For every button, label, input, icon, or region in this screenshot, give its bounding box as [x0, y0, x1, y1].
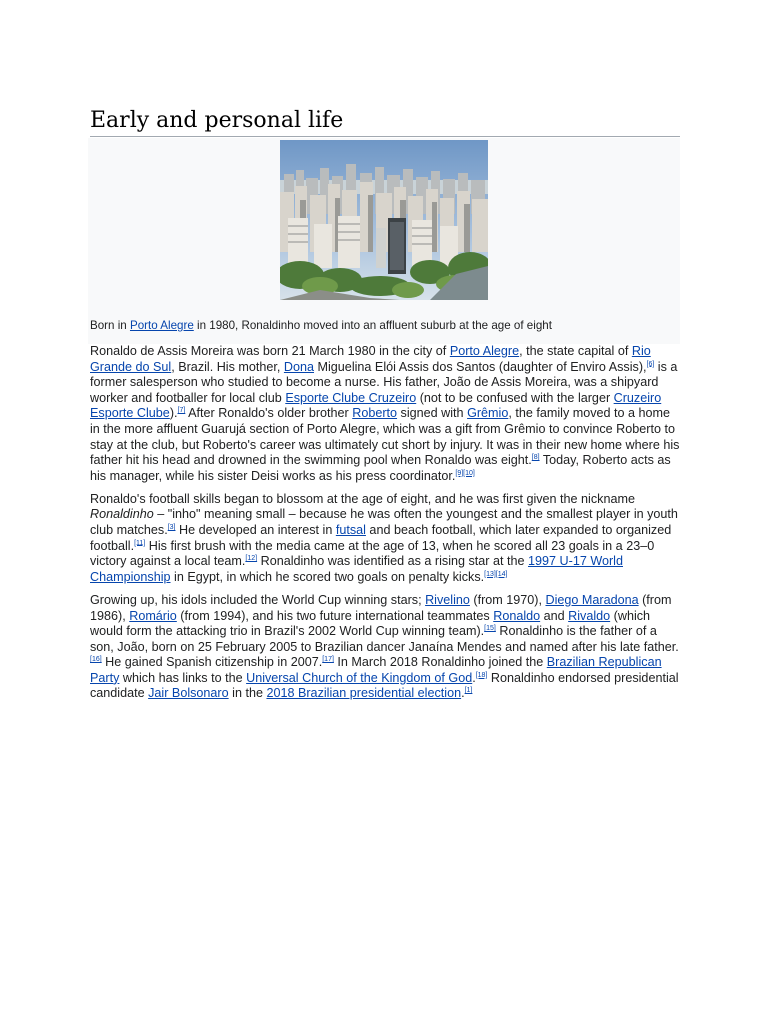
text: and	[540, 608, 569, 623]
brazilian-election-link[interactable]: 2018 Brazilian presidential election	[266, 686, 462, 701]
romario-link[interactable]: Romário	[129, 608, 177, 623]
citation	[465, 687, 473, 694]
citation	[455, 470, 474, 477]
text: In March 2018 Ronaldinho joined the	[333, 655, 547, 670]
porto-alegre-link[interactable]: Porto Alegre	[449, 344, 520, 358]
rio-grande-do-sul-link[interactable]: Rio Grande do Sul	[90, 344, 651, 374]
citation-link[interactable]: [12]	[245, 555, 258, 563]
u17-world-championship-link[interactable]: 1997 U-17 World Championship	[90, 554, 623, 584]
text: .	[472, 670, 476, 685]
rivelino-link[interactable]: Rivelino	[425, 592, 470, 607]
text: which has links to the	[119, 670, 247, 685]
brazilian-republican-party-link[interactable]: Brazilian Republican Party	[90, 655, 662, 685]
citation	[90, 656, 102, 663]
citation-link[interactable]: [15]	[484, 624, 496, 632]
text: (from 1994), and his two future international teammates	[176, 608, 494, 623]
caption-text: in 1980, Ronaldinho moved into an affluent suburb at the age of eight	[193, 319, 552, 332]
citation-link[interactable]: [6]	[646, 360, 655, 368]
paragraph-1	[90, 344, 680, 484]
section-heading: Early and personal life	[90, 106, 680, 137]
dona-link[interactable]: Dona	[283, 359, 315, 374]
text: He developed an interest in	[175, 523, 336, 538]
citation	[134, 539, 145, 546]
citation	[476, 672, 488, 679]
citation	[322, 656, 334, 663]
text: He gained Spanish citizenship in 2007.	[101, 655, 323, 670]
paragraph-2	[90, 492, 680, 586]
text: and beach football, which later expanded to organized football.	[90, 523, 672, 553]
text: – "inho" meaning small – because he was often the youngest and the smallest player in youth club matches.	[90, 507, 678, 538]
cruzeiro-esporte-clube-link[interactable]: Cruzeiro Esporte Clube	[90, 390, 662, 421]
nickname-text: Ronaldinho	[90, 507, 154, 522]
citation-link[interactable]: [9][10]	[455, 469, 475, 477]
text: (from 1970),	[469, 592, 546, 607]
roberto-link[interactable]: Roberto	[352, 406, 398, 421]
citation	[484, 625, 496, 632]
text: signed with	[397, 406, 468, 421]
text: Ronaldo's football skills began to blossom at the age of eight, and he was first given the nickname	[90, 491, 635, 506]
text: in Egypt, in which he scored two goals on penalty kicks.	[170, 569, 485, 584]
text: (from 1986),	[90, 592, 672, 623]
rivaldo-link[interactable]: Rivaldo	[568, 608, 611, 623]
porto-alegre-skyline-image[interactable]	[280, 140, 488, 300]
text: Ronaldinho was identified as a rising star at the	[257, 554, 529, 569]
paragraph-3	[90, 593, 680, 702]
text: After Ronaldo's older brother	[185, 406, 353, 421]
text: His first brush with the media came at the age of 13, when he scored all 23 goals in a 23–0 victory against a local team.	[90, 538, 655, 569]
text: (which would form the attacking trio in Brazil's 2002 World Cup winning team).	[90, 608, 651, 639]
text: , Brazil. His mother,	[171, 359, 284, 374]
text: (not to be confused with the larger	[416, 390, 614, 405]
figure-caption	[90, 318, 675, 334]
citation-link[interactable]: [7]	[177, 407, 186, 415]
porto-alegre-link[interactable]: Porto Alegre	[129, 319, 194, 332]
caption-text: Born in	[90, 319, 130, 332]
text: , the family moved to a home in the more affluent Guarujá section of Porto Alegre, which was a gift from Grêmio to convince Roberto to stay at the club, but Roberto's career was ultimately cut short by injury. It was in their new home where his father hit his head and drowned in the swimming pool when Ronaldo was eight.	[90, 406, 680, 468]
citation	[484, 571, 507, 578]
jair-bolsonaro-link[interactable]: Jair Bolsonaro	[148, 686, 229, 701]
text: Ronaldo de Assis Moreira was born 21 March 1980 in the city of	[90, 344, 450, 358]
text: ).	[169, 406, 178, 421]
gremio-link[interactable]: Grêmio	[467, 406, 509, 421]
citation	[168, 524, 176, 531]
text: , the state capital of	[519, 344, 632, 358]
text: Growing up, his idols included the World Cup winning stars;	[90, 592, 426, 607]
citation-link[interactable]: [13][14]	[484, 570, 508, 578]
article-body	[90, 344, 680, 710]
diego-maradona-link[interactable]: Diego Maradona	[545, 592, 639, 607]
futsal-link[interactable]: futsal	[335, 523, 366, 538]
citation-link[interactable]: [17]	[322, 656, 334, 664]
esporte-clube-cruzeiro-link[interactable]: Esporte Clube Cruzeiro	[285, 390, 417, 405]
citation-link[interactable]: [3]	[167, 523, 176, 531]
citation-link[interactable]: [18]	[475, 671, 488, 679]
text: Ronaldinho endorsed presidential candidate	[90, 670, 679, 701]
citation-link[interactable]: [1]	[464, 687, 473, 695]
text: in the	[228, 686, 267, 701]
citation	[532, 454, 540, 461]
citation-link[interactable]: [16]	[90, 656, 102, 664]
text: Miguelina Elói Assis dos Santos (daughter of Enviro Assis),	[314, 359, 647, 374]
text: .	[461, 686, 465, 701]
text: Ronaldinho is the father of a son, João, born on 25 February 2005 to Brazilian dancer Janaína Mendes and named after his late father.	[90, 624, 679, 654]
citation	[245, 555, 257, 562]
citation-link[interactable]: [8]	[531, 453, 540, 461]
citation-link[interactable]: [11]	[134, 539, 146, 547]
figure-box	[88, 138, 680, 344]
text: is a former salesperson who studied to become a nurse. His father, João de Assis Moreira, was a shipyard worker and footballer for local club	[90, 359, 678, 405]
ronaldo-link[interactable]: Ronaldo	[493, 608, 541, 623]
universal-church-link[interactable]: Universal Church of the Kingdom of God	[246, 670, 473, 685]
text: Today, Roberto acts as his manager, while his sister Deisi works as his press coordinator.	[90, 453, 671, 483]
